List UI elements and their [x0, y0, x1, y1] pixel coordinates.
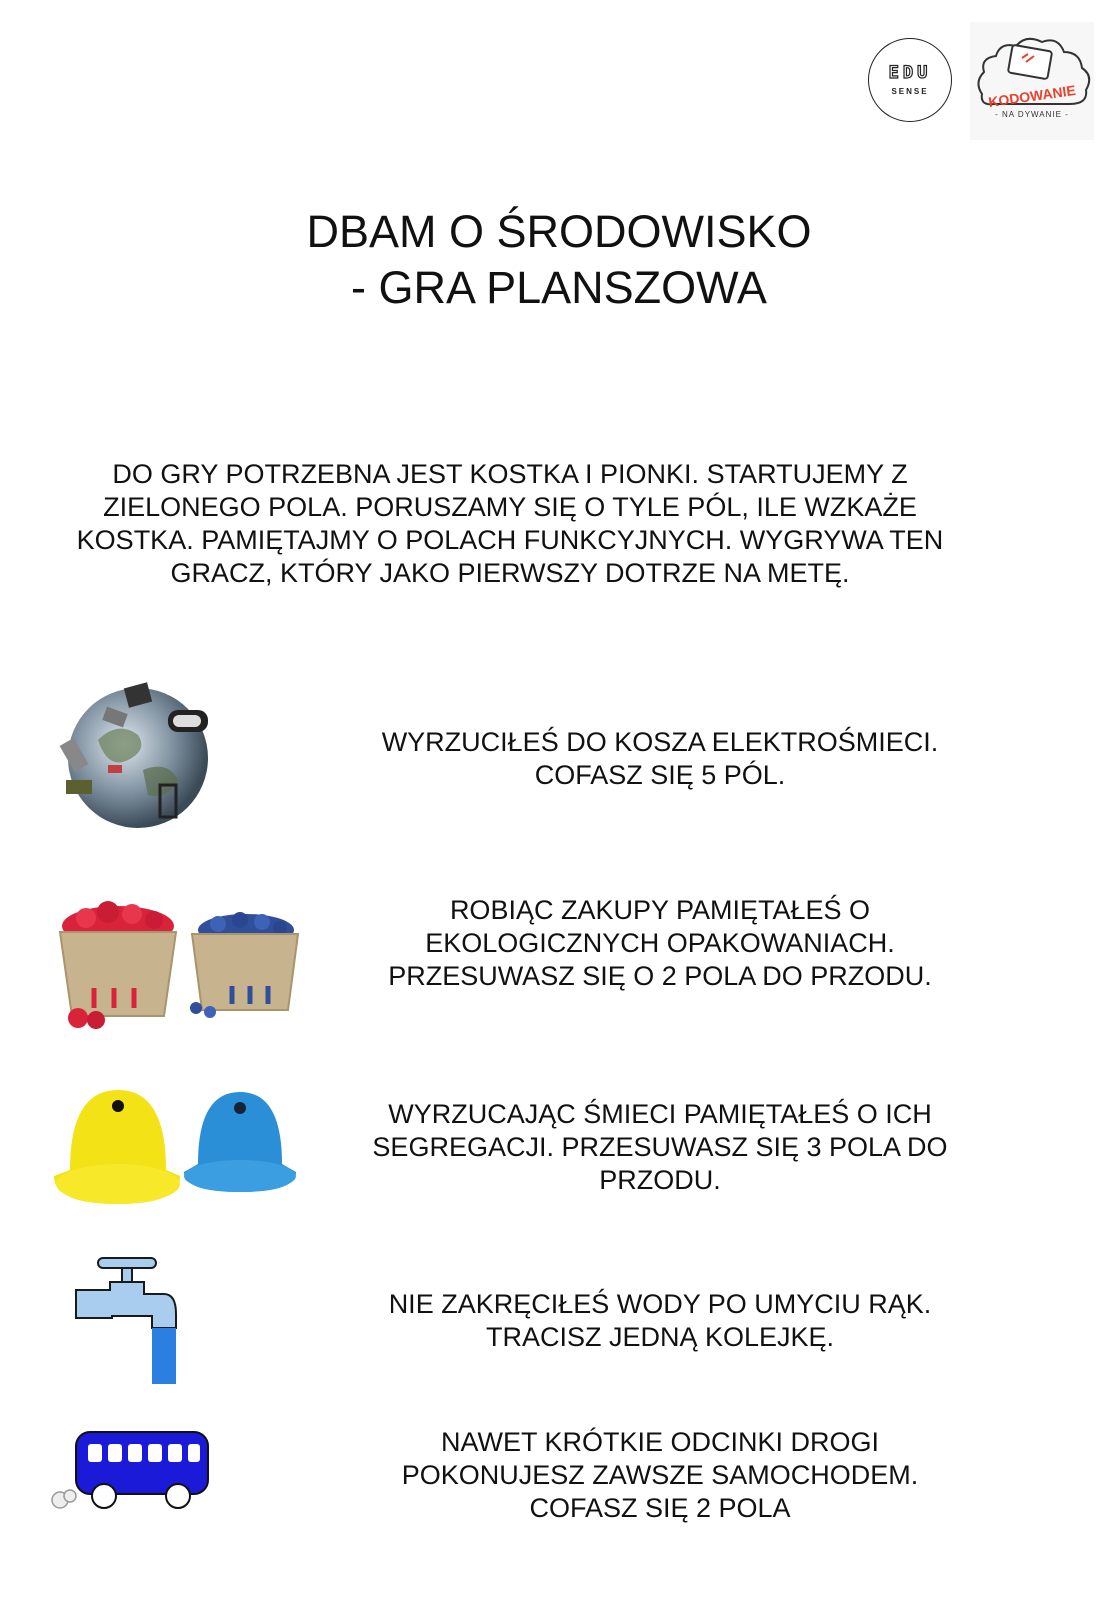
kodowanie-logo-text: KODOWANIE [987, 81, 1077, 111]
rule-text-e-waste: WYRZUCIŁEŚ DO KOSZA ELEKTROŚMIECI. COFASZ SIĘ 5 PÓL. [381, 727, 939, 790]
rule-text-eco-packaging: ROBIĄC ZAKUPY PAMIĘTAŁEŚ O EKOLOGICZNYCH OPAKOWANIACH. PRZESUWASZ SIĘ O 2 POLA DO PRZODU. [388, 895, 932, 991]
edu-logo-text: EDU [888, 63, 932, 83]
recycling-bins-icon [50, 1080, 300, 1210]
page-title-line-1: DBAM O ŚRODOWISKO [306, 206, 812, 257]
bus-icon [46, 1424, 216, 1520]
rule-text-segregation: WYRZUCAJĄC ŚMIECI PAMIĘTAŁEŚ O ICH SEGREGACJI. PRZESUWASZ SIĘ 3 POLA DO PRZODU. [372, 1099, 948, 1195]
e-waste-globe-icon [48, 680, 218, 830]
kodowanie-logo [970, 22, 1094, 140]
edu-logo-subtext: SENSE [891, 87, 929, 96]
rule-text-car: NAWET KRÓTKIE ODCINKI DROGI POKONUJESZ ZAWSZE SAMOCHODEM. COFASZ SIĘ 2 POLA [401, 1427, 919, 1523]
rule-text-water: NIE ZAKRĘCIŁEŚ WODY PO UMYCIU RĄK. TRACISZ JEDNĄ KOLEJKĘ. [388, 1289, 932, 1352]
intro-paragraph: DO GRY POTRZEBNA JEST KOSTKA I PIONKI. STARTUJEMY Z ZIELONEGO POLA. PORUSZAMY SIĘ O TYLE PÓL, ILE WZKAŻE KOSTKA. PAMIĘTAJMY O POLACH FUNKCYJNYCH. WYGRYWA TEN GRACZ, KTÓRY JAKO PIERWSZY DOTRZE NA METĘ. [76, 459, 944, 588]
edu-sense-logo [868, 38, 952, 122]
water-tap-icon [72, 1254, 182, 1388]
page-title-line-2: - GRA PLANSZOWA [351, 262, 767, 313]
berry-baskets-icon [56, 896, 304, 1034]
kodowanie-logo-subtext: - NA DYWANIE - [995, 110, 1069, 119]
